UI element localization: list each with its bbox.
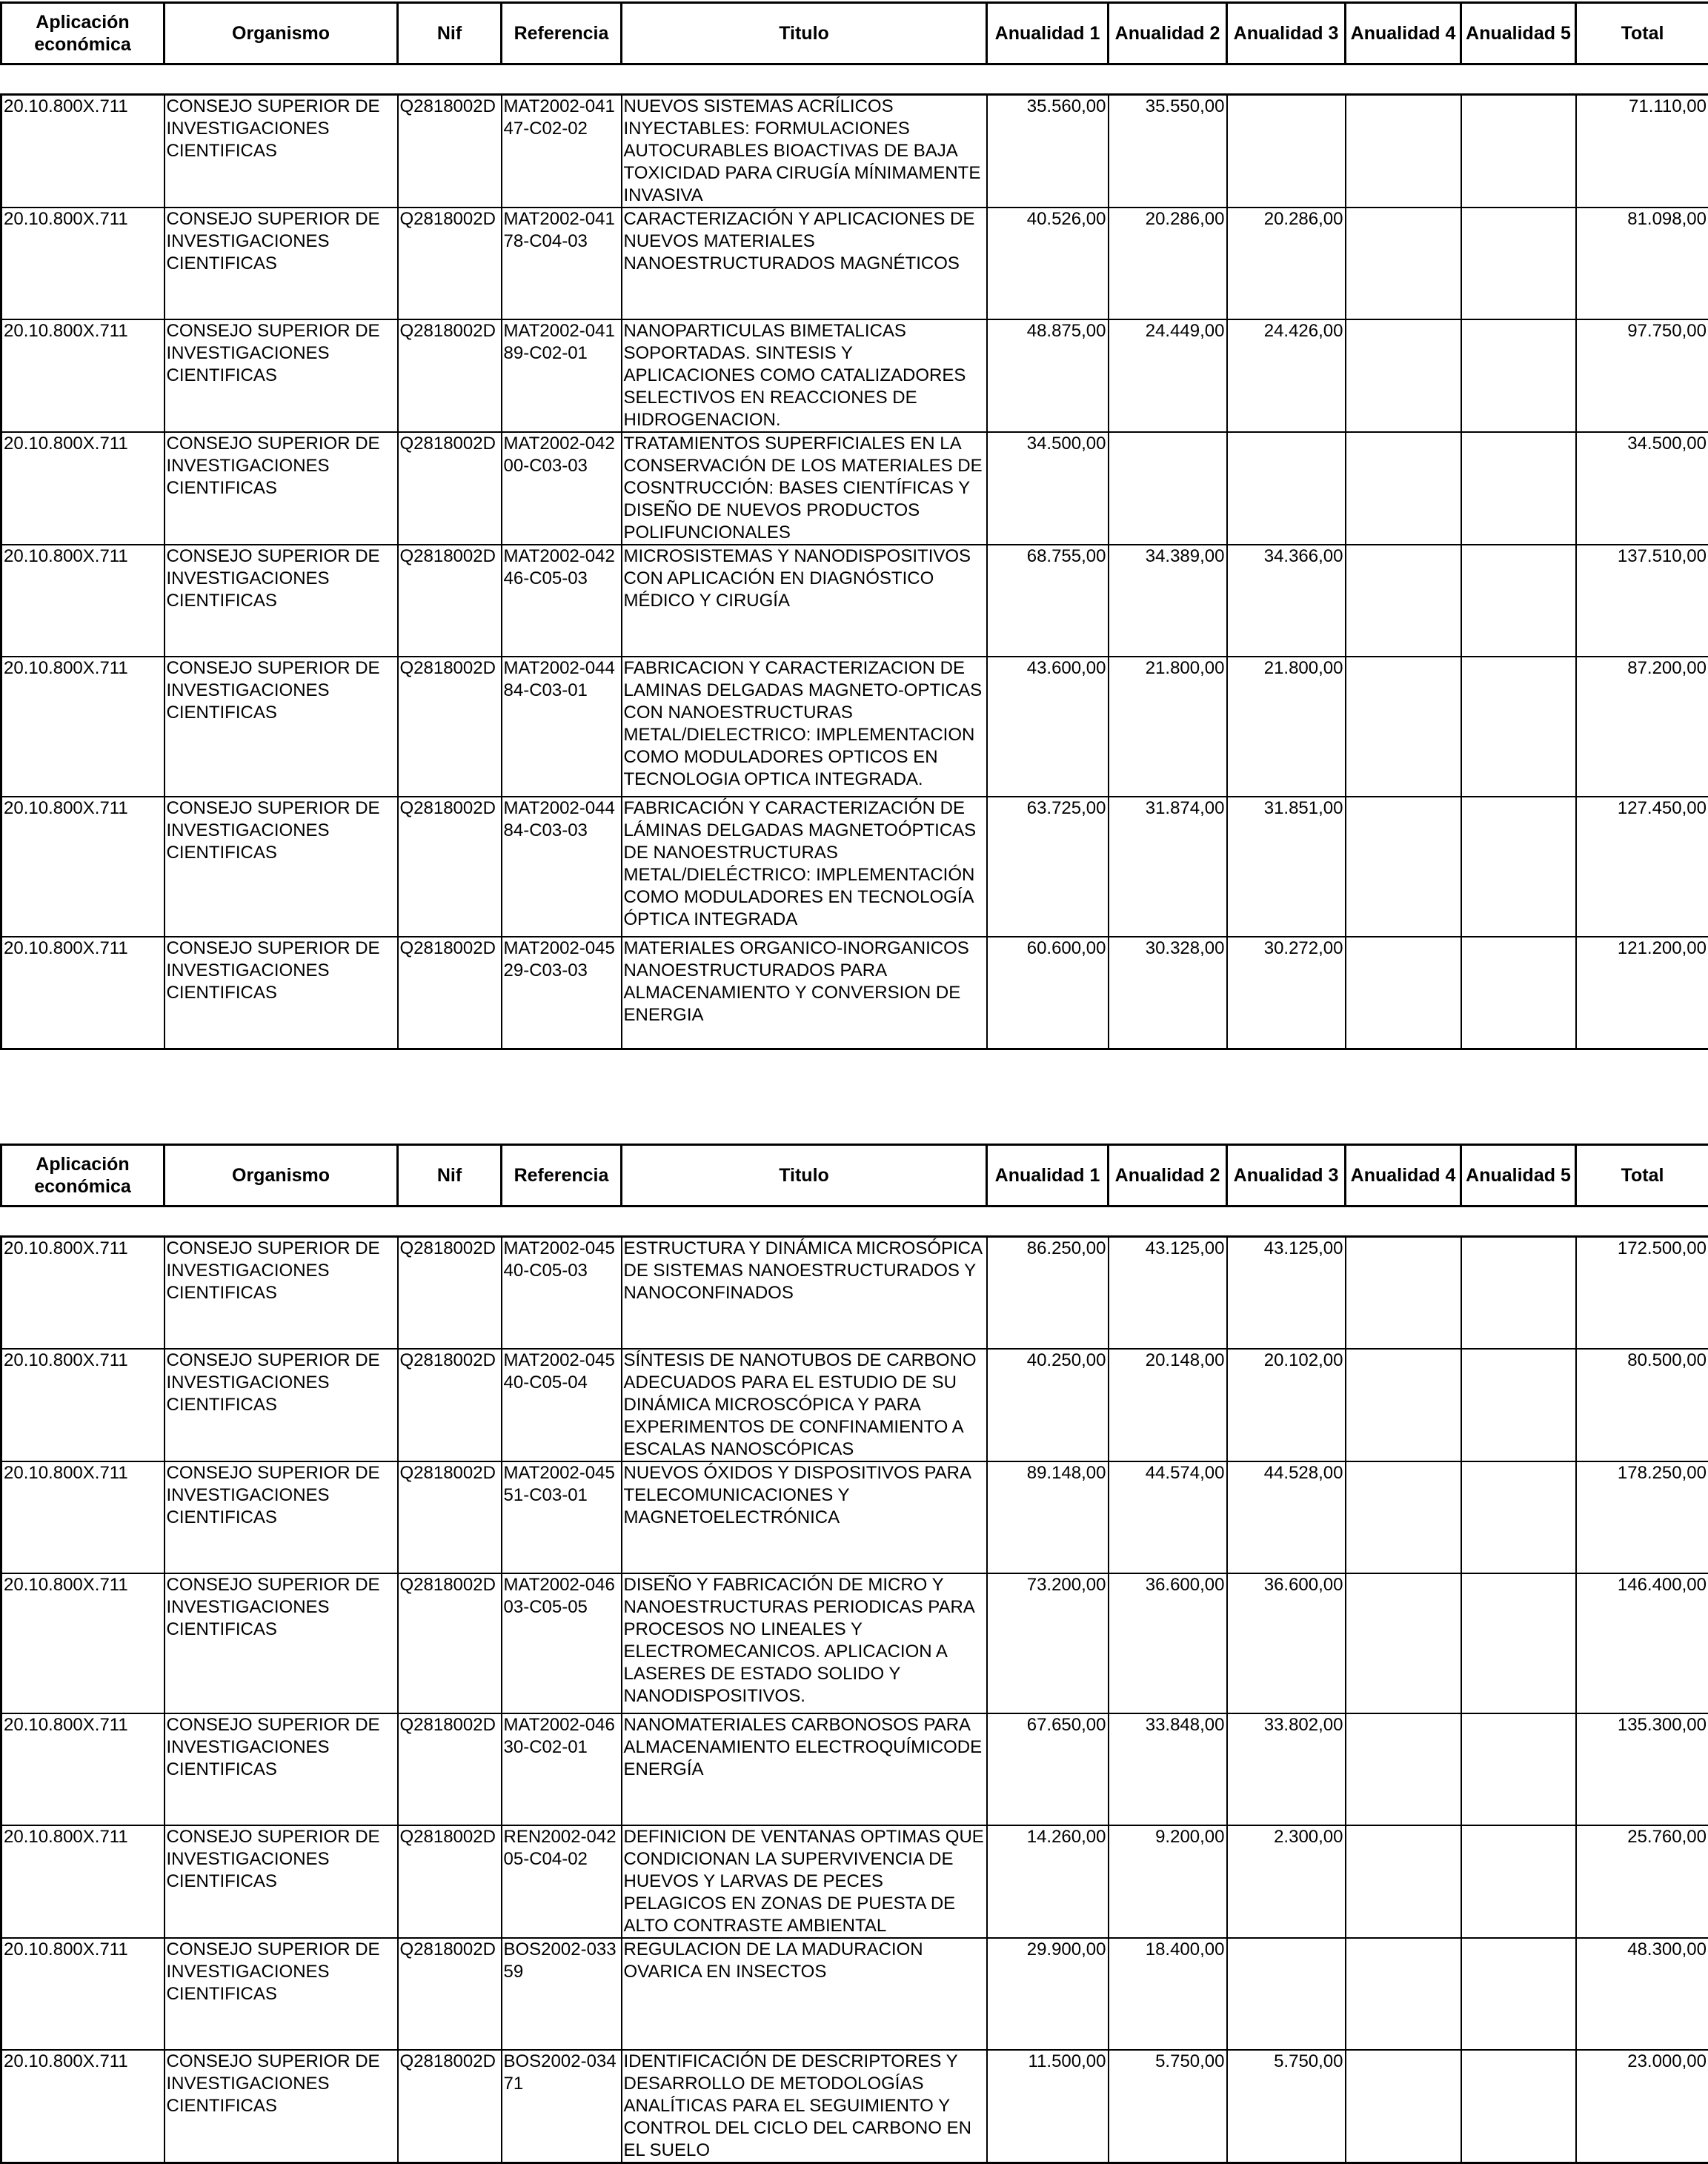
organismo-cell: CONSEJO SUPERIOR DE INVESTIGACIONES CIENTIFICAS [165,1938,398,2050]
header-anualidad-1: Anualidad 1 [987,3,1109,64]
nif-cell: Q2818002D [398,1349,502,1461]
organismo-cell: CONSEJO SUPERIOR DE INVESTIGACIONES CIENTIFICAS [165,319,398,432]
organismo-cell: CONSEJO SUPERIOR DE INVESTIGACIONES CIENTIFICAS [165,1713,398,1825]
referencia-cell: MAT2002-04630-C02-01 [502,1713,622,1825]
anualidad-2-cell: 31.874,00 [1109,797,1227,937]
table-row [1,1461,1708,1573]
aplicacion-cell: 20.10.800X.711 [1,319,165,432]
header-nif: Nif [398,3,502,64]
anualidad-2-cell: 9.200,00 [1109,1825,1227,1938]
titulo-cell: NANOMATERIALES CARBONOSOS PARA ALMACENAMIENTO ELECTROQUÍMICODE ENERGÍA [622,1713,987,1825]
anualidad-1-cell: 68.755,00 [987,545,1109,657]
table-row [1,1938,1708,2050]
anualidad-5-cell [1461,937,1576,1049]
total-cell: 71.110,00 [1576,95,1708,208]
aplicacion-cell: 20.10.800X.711 [1,1713,165,1825]
anualidad-1-cell: 86.250,00 [987,1237,1109,1349]
table-row [1,2050,1708,2163]
organismo-cell: CONSEJO SUPERIOR DE INVESTIGACIONES CIENTIFICAS [165,1573,398,1713]
anualidad-4-cell [1346,1349,1461,1461]
header-anualidad-3: Anualidad 3 [1227,3,1346,64]
table-row [1,937,1708,1049]
header-organismo: Organismo [165,1145,398,1207]
header-anualidad-4: Anualidad 4 [1346,3,1461,64]
nif-cell: Q2818002D [398,1573,502,1713]
aplicacion-cell: 20.10.800X.711 [1,1237,165,1349]
header-titulo: Titulo [622,1145,987,1207]
titulo-cell: DISEÑO Y FABRICACIÓN DE MICRO Y NANOESTRUCTURAS PERIODICAS PARA PROCESOS NO LINEALES Y ELECTROMECANICOS. APLICACION A LASERES DE ESTADO SOLIDO Y NANODISPOSITIVOS. [622,1573,987,1713]
total-cell: 135.300,00 [1576,1713,1708,1825]
aplicacion-cell: 20.10.800X.711 [1,2050,165,2163]
anualidad-3-cell: 24.426,00 [1227,319,1346,432]
anualidad-1-cell: 35.560,00 [987,95,1109,208]
titulo-cell: REGULACION DE LA MADURACION OVARICA EN INSECTOS [622,1938,987,2050]
anualidad-4-cell [1346,937,1461,1049]
header-nif: Nif [398,1145,502,1207]
header-total: Total [1576,1145,1708,1207]
table-header-2 [0,1144,1708,1207]
anualidad-5-cell [1461,1713,1576,1825]
organismo-cell: CONSEJO SUPERIOR DE INVESTIGACIONES CIENTIFICAS [165,1461,398,1573]
table-block-2 [0,1144,1708,2164]
nif-cell: Q2818002D [398,95,502,208]
titulo-cell: TRATAMIENTOS SUPERFICIALES EN LA CONSERVACIÓN DE LOS MATERIALES DE COSNTRUCCIÓN: BASES CIENTÍFICAS Y DISEÑO DE NUEVOS PRODUCTOS POLIFUNCIONALES [622,432,987,545]
nif-cell: Q2818002D [398,208,502,319]
table-row [1,208,1708,319]
anualidad-3-cell [1227,432,1346,545]
anualidad-4-cell [1346,1461,1461,1573]
total-cell: 121.200,00 [1576,937,1708,1049]
titulo-cell: IDENTIFICACIÓN DE DESCRIPTORES Y DESARROLLO DE METODOLOGÍAS ANALÍTICAS PARA EL SEGUIMIENTO Y CONTROL DEL CICLO DEL CARBONO EN EL SUELO [622,2050,987,2163]
anualidad-5-cell [1461,1573,1576,1713]
anualidad-5-cell [1461,319,1576,432]
anualidad-3-cell: 31.851,00 [1227,797,1346,937]
referencia-cell: MAT2002-04189-C02-01 [502,319,622,432]
anualidad-5-cell [1461,1461,1576,1573]
total-cell: 34.500,00 [1576,432,1708,545]
nif-cell: Q2818002D [398,657,502,797]
anualidad-2-cell: 33.848,00 [1109,1713,1227,1825]
referencia-cell: REN2002-04205-C04-02 [502,1825,622,1938]
header-anualidad-3: Anualidad 3 [1227,1145,1346,1207]
anualidad-5-cell [1461,1825,1576,1938]
anualidad-1-cell: 48.875,00 [987,319,1109,432]
header-anualidad-4: Anualidad 4 [1346,1145,1461,1207]
header-anualidad-1: Anualidad 1 [987,1145,1109,1207]
anualidad-4-cell [1346,657,1461,797]
aplicacion-cell: 20.10.800X.711 [1,208,165,319]
organismo-cell: CONSEJO SUPERIOR DE INVESTIGACIONES CIENTIFICAS [165,545,398,657]
table-header-1 [0,1,1708,65]
total-cell: 127.450,00 [1576,797,1708,937]
titulo-cell: ESTRUCTURA Y DINÁMICA MICROSÓPICA DE SISTEMAS NANOESTRUCTURADOS Y NANOCONFINADOS [622,1237,987,1349]
anualidad-2-cell: 43.125,00 [1109,1237,1227,1349]
titulo-cell: SÍNTESIS DE NANOTUBOS DE CARBONO ADECUADOS PARA EL ESTUDIO DE SU DINÁMICA MICROSCÓPICA Y PARA EXPERIMENTOS DE CONFINAMIENTO A ESCALAS NANOSCÓPICAS [622,1349,987,1461]
referencia-cell: MAT2002-04484-C03-01 [502,657,622,797]
anualidad-3-cell: 34.366,00 [1227,545,1346,657]
organismo-cell: CONSEJO SUPERIOR DE INVESTIGACIONES CIENTIFICAS [165,1349,398,1461]
referencia-cell: MAT2002-04246-C05-03 [502,545,622,657]
nif-cell: Q2818002D [398,1237,502,1349]
organismo-cell: CONSEJO SUPERIOR DE INVESTIGACIONES CIENTIFICAS [165,657,398,797]
anualidad-2-cell: 35.550,00 [1109,95,1227,208]
anualidad-3-cell [1227,95,1346,208]
anualidad-4-cell [1346,797,1461,937]
anualidad-1-cell: 67.650,00 [987,1713,1109,1825]
anualidad-4-cell [1346,545,1461,657]
anualidad-4-cell [1346,208,1461,319]
titulo-cell: FABRICACION Y CARACTERIZACION DE LAMINAS DELGADAS MAGNETO-OPTICAS CON NANOESTRUCTURAS METAL/DIELECTRICO: IMPLEMENTACION COMO MODULADORES OPTICOS EN TECNOLOGIA OPTICA INTEGRADA. [622,657,987,797]
referencia-cell: MAT2002-04200-C03-03 [502,432,622,545]
total-cell: 80.500,00 [1576,1349,1708,1461]
organismo-cell: CONSEJO SUPERIOR DE INVESTIGACIONES CIENTIFICAS [165,208,398,319]
anualidad-3-cell [1227,1938,1346,2050]
header-aplicacion: Aplicación económica [1,1145,165,1207]
header-total: Total [1576,3,1708,64]
anualidad-3-cell: 5.750,00 [1227,2050,1346,2163]
nif-cell: Q2818002D [398,319,502,432]
total-cell: 172.500,00 [1576,1237,1708,1349]
total-cell: 146.400,00 [1576,1573,1708,1713]
header-referencia: Referencia [502,1145,622,1207]
aplicacion-cell: 20.10.800X.711 [1,1461,165,1573]
organismo-cell: CONSEJO SUPERIOR DE INVESTIGACIONES CIENTIFICAS [165,937,398,1049]
total-cell: 25.760,00 [1576,1825,1708,1938]
anualidad-5-cell [1461,208,1576,319]
table-row [1,545,1708,657]
anualidad-2-cell: 5.750,00 [1109,2050,1227,2163]
anualidad-2-cell: 18.400,00 [1109,1938,1227,2050]
anualidad-1-cell: 60.600,00 [987,937,1109,1049]
titulo-cell: CARACTERIZACIÓN Y APLICACIONES DE NUEVOS MATERIALES NANOESTRUCTURADOS MAGNÉTICOS [622,208,987,319]
table-row [1,797,1708,937]
anualidad-2-cell: 24.449,00 [1109,319,1227,432]
table-row [1,657,1708,797]
table-block-1 [0,1,1708,1050]
referencia-cell: MAT2002-04529-C03-03 [502,937,622,1049]
total-cell: 48.300,00 [1576,1938,1708,2050]
anualidad-3-cell: 30.272,00 [1227,937,1346,1049]
anualidad-2-cell: 30.328,00 [1109,937,1227,1049]
referencia-cell: MAT2002-04551-C03-01 [502,1461,622,1573]
anualidad-5-cell [1461,797,1576,937]
anualidad-1-cell: 73.200,00 [987,1573,1109,1713]
anualidad-5-cell [1461,95,1576,208]
nif-cell: Q2818002D [398,545,502,657]
header-aplicacion: Aplicación económica [1,3,165,64]
anualidad-5-cell [1461,1349,1576,1461]
header-anualidad-5: Anualidad 5 [1461,3,1576,64]
anualidad-3-cell: 21.800,00 [1227,657,1346,797]
table-row [1,1825,1708,1938]
anualidad-3-cell: 43.125,00 [1227,1237,1346,1349]
nif-cell: Q2818002D [398,1825,502,1938]
anualidad-4-cell [1346,1825,1461,1938]
anualidad-3-cell: 44.528,00 [1227,1461,1346,1573]
table-row [1,1573,1708,1713]
anualidad-1-cell: 40.526,00 [987,208,1109,319]
titulo-cell: FABRICACIÓN Y CARACTERIZACIÓN DE LÁMINAS DELGADAS MAGNETOÓPTICAS DE NANOESTRUCTURAS METAL/DIELÉCTRICO: IMPLEMENTACIÓN COMO MODULADORES EN TECNOLOGÍA ÓPTICA INTEGRADA [622,797,987,937]
referencia-cell: MAT2002-04484-C03-03 [502,797,622,937]
anualidad-1-cell: 89.148,00 [987,1461,1109,1573]
header-referencia: Referencia [502,3,622,64]
anualidad-3-cell: 20.286,00 [1227,208,1346,319]
anualidad-5-cell [1461,1237,1576,1349]
anualidad-1-cell: 11.500,00 [987,2050,1109,2163]
nif-cell: Q2818002D [398,2050,502,2163]
organismo-cell: CONSEJO SUPERIOR DE INVESTIGACIONES CIENTIFICAS [165,1237,398,1349]
aplicacion-cell: 20.10.800X.711 [1,432,165,545]
anualidad-4-cell [1346,1938,1461,2050]
anualidad-5-cell [1461,657,1576,797]
titulo-cell: NANOPARTICULAS BIMETALICAS SOPORTADAS. SINTESIS Y APLICACIONES COMO CATALIZADORES SELECTIVOS EN REACCIONES DE HIDROGENACION. [622,319,987,432]
anualidad-3-cell: 36.600,00 [1227,1573,1346,1713]
anualidad-2-cell: 44.574,00 [1109,1461,1227,1573]
aplicacion-cell: 20.10.800X.711 [1,1573,165,1713]
anualidad-5-cell [1461,545,1576,657]
anualidad-2-cell: 20.286,00 [1109,208,1227,319]
titulo-cell: DEFINICION DE VENTANAS OPTIMAS QUE CONDICIONAN LA SUPERVIVENCIA DE HUEVOS Y LARVAS DE PECES PELAGICOS EN ZONAS DE PUESTA DE ALTO CONTRASTE AMBIENTAL [622,1825,987,1938]
anualidad-5-cell [1461,432,1576,545]
table-row [1,432,1708,545]
referencia-cell: BOS2002-03471 [502,2050,622,2163]
referencia-cell: BOS2002-03359 [502,1938,622,2050]
anualidad-4-cell [1346,1573,1461,1713]
titulo-cell: NUEVOS SISTEMAS ACRÍLICOS INYECTABLES: FORMULACIONES AUTOCURABLES BIOACTIVAS DE BAJA TOXICIDAD PARA CIRUGÍA MÍNIMAMENTE INVASIVA [622,95,987,208]
aplicacion-cell: 20.10.800X.711 [1,797,165,937]
table-body-2 [0,1235,1708,2164]
nif-cell: Q2818002D [398,937,502,1049]
table-row [1,1713,1708,1825]
titulo-cell: NUEVOS ÓXIDOS Y DISPOSITIVOS PARA TELECOMUNICACIONES Y MAGNETOELECTRÓNICA [622,1461,987,1573]
total-cell: 81.098,00 [1576,208,1708,319]
total-cell: 137.510,00 [1576,545,1708,657]
anualidad-1-cell: 63.725,00 [987,797,1109,937]
header-anualidad-2: Anualidad 2 [1109,1145,1227,1207]
table-row [1,1349,1708,1461]
organismo-cell: CONSEJO SUPERIOR DE INVESTIGACIONES CIENTIFICAS [165,432,398,545]
titulo-cell: MATERIALES ORGANICO-INORGANICOS NANOESTRUCTURADOS PARA ALMACENAMIENTO Y CONVERSION DE ENERGIA [622,937,987,1049]
anualidad-4-cell [1346,1237,1461,1349]
referencia-cell: MAT2002-04147-C02-02 [502,95,622,208]
referencia-cell: MAT2002-04540-C05-03 [502,1237,622,1349]
anualidad-1-cell: 14.260,00 [987,1825,1109,1938]
aplicacion-cell: 20.10.800X.711 [1,937,165,1049]
anualidad-2-cell: 34.389,00 [1109,545,1227,657]
anualidad-4-cell [1346,2050,1461,2163]
referencia-cell: MAT2002-04540-C05-04 [502,1349,622,1461]
anualidad-4-cell [1346,1713,1461,1825]
aplicacion-cell: 20.10.800X.711 [1,1938,165,2050]
total-cell: 23.000,00 [1576,2050,1708,2163]
nif-cell: Q2818002D [398,1713,502,1825]
header-titulo: Titulo [622,3,987,64]
anualidad-3-cell: 20.102,00 [1227,1349,1346,1461]
anualidad-1-cell: 29.900,00 [987,1938,1109,2050]
referencia-cell: MAT2002-04178-C04-03 [502,208,622,319]
aplicacion-cell: 20.10.800X.711 [1,1825,165,1938]
anualidad-4-cell [1346,95,1461,208]
total-cell: 97.750,00 [1576,319,1708,432]
anualidad-4-cell [1346,432,1461,545]
aplicacion-cell: 20.10.800X.711 [1,657,165,797]
anualidad-3-cell: 2.300,00 [1227,1825,1346,1938]
organismo-cell: CONSEJO SUPERIOR DE INVESTIGACIONES CIENTIFICAS [165,797,398,937]
anualidad-3-cell: 33.802,00 [1227,1713,1346,1825]
anualidad-2-cell: 20.148,00 [1109,1349,1227,1461]
total-cell: 178.250,00 [1576,1461,1708,1573]
organismo-cell: CONSEJO SUPERIOR DE INVESTIGACIONES CIENTIFICAS [165,1825,398,1938]
referencia-cell: MAT2002-04603-C05-05 [502,1573,622,1713]
anualidad-5-cell [1461,1938,1576,2050]
anualidad-2-cell: 21.800,00 [1109,657,1227,797]
table-body-1 [0,93,1708,1050]
anualidad-2-cell: 36.600,00 [1109,1573,1227,1713]
nif-cell: Q2818002D [398,1461,502,1573]
nif-cell: Q2818002D [398,432,502,545]
anualidad-1-cell: 40.250,00 [987,1349,1109,1461]
anualidad-5-cell [1461,2050,1576,2163]
anualidad-4-cell [1346,319,1461,432]
header-organismo: Organismo [165,3,398,64]
anualidad-2-cell [1109,432,1227,545]
aplicacion-cell: 20.10.800X.711 [1,545,165,657]
table-row [1,319,1708,432]
organismo-cell: CONSEJO SUPERIOR DE INVESTIGACIONES CIENTIFICAS [165,2050,398,2163]
nif-cell: Q2818002D [398,1938,502,2050]
organismo-cell: CONSEJO SUPERIOR DE INVESTIGACIONES CIENTIFICAS [165,95,398,208]
anualidad-1-cell: 43.600,00 [987,657,1109,797]
total-cell: 87.200,00 [1576,657,1708,797]
aplicacion-cell: 20.10.800X.711 [1,95,165,208]
table-row [1,95,1708,208]
titulo-cell: MICROSISTEMAS Y NANODISPOSITIVOS CON APLICACIÓN EN DIAGNÓSTICO MÉDICO Y CIRUGÍA [622,545,987,657]
table-row [1,1237,1708,1349]
header-anualidad-5: Anualidad 5 [1461,1145,1576,1207]
aplicacion-cell: 20.10.800X.711 [1,1349,165,1461]
anualidad-1-cell: 34.500,00 [987,432,1109,545]
nif-cell: Q2818002D [398,797,502,937]
header-anualidad-2: Anualidad 2 [1109,3,1227,64]
